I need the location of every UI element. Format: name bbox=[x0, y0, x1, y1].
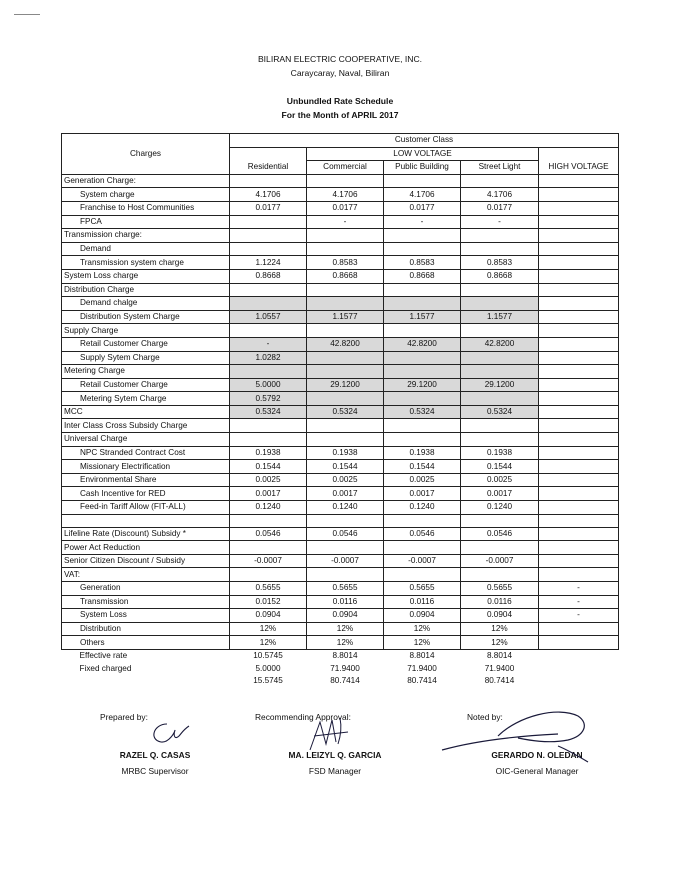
row-label: Transmission system charge bbox=[62, 256, 230, 270]
row-label: Metering Sytem Charge bbox=[62, 392, 230, 406]
row-value bbox=[230, 541, 307, 555]
row-value bbox=[230, 568, 307, 582]
table-row bbox=[62, 351, 619, 365]
table-row bbox=[62, 446, 619, 460]
row-value: - bbox=[384, 215, 461, 229]
row-label: NPC Stranded Contract Cost bbox=[62, 446, 230, 460]
row-value bbox=[307, 433, 384, 447]
row-value bbox=[539, 256, 619, 270]
row-value bbox=[539, 446, 619, 460]
recommending-approval-label: Recommending Approval: bbox=[255, 712, 351, 722]
table-row bbox=[62, 609, 619, 623]
row-label: Demand chalge bbox=[62, 297, 230, 311]
row-label: MCC bbox=[62, 405, 230, 419]
row-value: 1.1224 bbox=[230, 256, 307, 270]
row-value: 0.0177 bbox=[230, 201, 307, 215]
column-header-residential: Residential bbox=[230, 161, 307, 175]
row-value: 0.1544 bbox=[230, 460, 307, 474]
row-value: 0.5324 bbox=[384, 405, 461, 419]
table-row bbox=[62, 337, 619, 351]
totals-row bbox=[62, 663, 619, 676]
table-row bbox=[62, 554, 619, 568]
row-value bbox=[539, 554, 619, 568]
row-value bbox=[307, 229, 384, 243]
table-row bbox=[62, 501, 619, 515]
row-value bbox=[384, 433, 461, 447]
row-value: 0.0904 bbox=[384, 609, 461, 623]
row-value bbox=[539, 419, 619, 433]
noted-by-label: Noted by: bbox=[467, 712, 503, 722]
row-value bbox=[230, 419, 307, 433]
row-value bbox=[461, 351, 539, 365]
document-period: For the Month of APRIL 2017 bbox=[281, 110, 399, 120]
table-row bbox=[62, 269, 619, 283]
row-value: - bbox=[539, 595, 619, 609]
row-value: 0.5792 bbox=[230, 392, 307, 406]
row-value: 0.0904 bbox=[461, 609, 539, 623]
row-label: Distribution bbox=[62, 622, 230, 636]
row-value: -0.0007 bbox=[230, 554, 307, 568]
row-value: -0.0007 bbox=[307, 554, 384, 568]
row-label: Universal Charge bbox=[62, 433, 230, 447]
row-value bbox=[230, 242, 307, 256]
row-value: - bbox=[307, 215, 384, 229]
row-value bbox=[461, 433, 539, 447]
row-value bbox=[539, 405, 619, 419]
row-label: System Loss charge bbox=[62, 269, 230, 283]
table-row bbox=[62, 568, 619, 582]
row-value: 0.0177 bbox=[307, 201, 384, 215]
totals-value: 8.8014 bbox=[486, 651, 513, 661]
row-value: 0.1938 bbox=[461, 446, 539, 460]
row-value: 0.8668 bbox=[461, 269, 539, 283]
row-value: 0.5655 bbox=[384, 582, 461, 596]
row-value bbox=[307, 568, 384, 582]
row-value bbox=[384, 174, 461, 188]
row-value bbox=[384, 283, 461, 297]
row-value: 12% bbox=[307, 636, 384, 650]
row-value bbox=[307, 297, 384, 311]
row-value bbox=[230, 433, 307, 447]
table-row bbox=[62, 527, 619, 541]
row-value bbox=[539, 433, 619, 447]
prepared-by-name: RAZEL Q. CASAS bbox=[119, 750, 191, 760]
row-value: 0.1240 bbox=[230, 501, 307, 515]
totals-value: 80.7414 bbox=[330, 676, 360, 686]
row-label: Cash Incentive for RED bbox=[62, 487, 230, 501]
row-value: 0.8668 bbox=[230, 269, 307, 283]
noted-by-title: OIC-General Manager bbox=[495, 766, 579, 776]
customer-class-header: Customer Class bbox=[230, 134, 619, 148]
row-value bbox=[461, 365, 539, 379]
row-value bbox=[539, 297, 619, 311]
row-value: 1.1577 bbox=[384, 310, 461, 324]
totals-value: 10.5745 bbox=[253, 651, 283, 661]
row-value bbox=[384, 351, 461, 365]
table-row bbox=[62, 242, 619, 256]
row-value bbox=[307, 541, 384, 555]
row-value: 0.1240 bbox=[461, 501, 539, 515]
row-value bbox=[539, 378, 619, 392]
row-label: Feed-in Tariff Allow (FIT-ALL) bbox=[62, 501, 230, 515]
row-value: 1.1577 bbox=[307, 310, 384, 324]
totals-row bbox=[62, 649, 619, 662]
row-value bbox=[307, 242, 384, 256]
row-value: 0.0904 bbox=[230, 609, 307, 623]
table-row bbox=[62, 487, 619, 501]
totals-value: 8.8014 bbox=[409, 651, 435, 661]
row-value: 0.1938 bbox=[307, 446, 384, 460]
row-label: System charge bbox=[62, 188, 230, 202]
totals-row bbox=[62, 675, 619, 688]
totals-value: 8.8014 bbox=[332, 651, 358, 661]
column-header-public-building: Public Building bbox=[384, 161, 461, 175]
row-value bbox=[384, 568, 461, 582]
row-value bbox=[539, 568, 619, 582]
document-title: Unbundled Rate Schedule bbox=[286, 96, 394, 106]
row-value: 5.0000 bbox=[230, 378, 307, 392]
row-label: Missionary Electrification bbox=[62, 460, 230, 474]
row-value bbox=[461, 229, 539, 243]
row-value: 0.0025 bbox=[307, 473, 384, 487]
recommending-approval-name: MA. LEIZYL Q. GARCIA bbox=[288, 750, 382, 760]
row-label: Transmission bbox=[62, 595, 230, 609]
prepared-by-block bbox=[100, 712, 210, 776]
row-value: 0.5655 bbox=[307, 582, 384, 596]
row-value: 29.1200 bbox=[384, 378, 461, 392]
row-value bbox=[230, 174, 307, 188]
row-label: Supply Sytem Charge bbox=[62, 351, 230, 365]
row-value: 0.0152 bbox=[230, 595, 307, 609]
row-value: -0.0007 bbox=[461, 554, 539, 568]
row-value: 0.1544 bbox=[384, 460, 461, 474]
row-value: 0.0116 bbox=[307, 595, 384, 609]
table-row bbox=[62, 256, 619, 270]
row-value: 0.8668 bbox=[384, 269, 461, 283]
row-value: 42.8200 bbox=[307, 337, 384, 351]
row-value: 0.5324 bbox=[461, 405, 539, 419]
row-value bbox=[461, 541, 539, 555]
row-value: - bbox=[539, 582, 619, 596]
row-value: 0.0116 bbox=[384, 595, 461, 609]
row-value: 42.8200 bbox=[384, 337, 461, 351]
row-label: Supply Charge bbox=[62, 324, 230, 338]
row-value bbox=[461, 419, 539, 433]
table-row bbox=[62, 433, 619, 447]
row-value bbox=[230, 297, 307, 311]
row-value bbox=[539, 283, 619, 297]
row-value bbox=[539, 324, 619, 338]
row-value: 0.1938 bbox=[230, 446, 307, 460]
rate-table-totals bbox=[62, 649, 619, 687]
row-value bbox=[539, 229, 619, 243]
row-value bbox=[461, 242, 539, 256]
row-value: 0.0904 bbox=[307, 609, 384, 623]
charges-header: Charges bbox=[62, 134, 230, 175]
row-value bbox=[539, 365, 619, 379]
row-value: 4.1706 bbox=[307, 188, 384, 202]
row-value bbox=[539, 501, 619, 515]
row-value: 12% bbox=[461, 622, 539, 636]
row-value: 0.0546 bbox=[230, 527, 307, 541]
row-value: 0.5324 bbox=[307, 405, 384, 419]
row-value bbox=[307, 174, 384, 188]
row-value bbox=[307, 365, 384, 379]
row-value bbox=[384, 229, 461, 243]
table-row bbox=[62, 297, 619, 311]
row-value bbox=[307, 351, 384, 365]
row-value: 12% bbox=[230, 622, 307, 636]
table-row bbox=[62, 229, 619, 243]
column-header-commercial: Commercial bbox=[307, 161, 384, 175]
totals-empty-cell bbox=[539, 675, 619, 688]
table-row bbox=[62, 310, 619, 324]
row-value: 0.8668 bbox=[307, 269, 384, 283]
totals-value: 71.9400 bbox=[330, 663, 360, 673]
row-value: 0.8583 bbox=[307, 256, 384, 270]
row-value: 29.1200 bbox=[307, 378, 384, 392]
row-value: 4.1706 bbox=[461, 188, 539, 202]
row-value: 0.0546 bbox=[307, 527, 384, 541]
row-value: 0.0116 bbox=[461, 595, 539, 609]
row-value: 1.0282 bbox=[230, 351, 307, 365]
row-label: Power Act Reduction bbox=[62, 541, 230, 555]
residential-header-spacer bbox=[230, 147, 307, 161]
row-value bbox=[384, 365, 461, 379]
table-row bbox=[62, 514, 619, 527]
row-label: Inter Class Cross Subsidy Charge bbox=[62, 419, 230, 433]
row-label: FPCA bbox=[62, 215, 230, 229]
table-row bbox=[62, 582, 619, 596]
row-label: Demand bbox=[62, 242, 230, 256]
row-value bbox=[307, 419, 384, 433]
recommending-approval-block bbox=[255, 712, 415, 776]
row-value: 0.0025 bbox=[461, 473, 539, 487]
row-value: 0.0025 bbox=[230, 473, 307, 487]
row-value: 12% bbox=[384, 636, 461, 650]
organization-address: Caraycaray, Naval, Biliran bbox=[290, 68, 390, 78]
row-label: Generation bbox=[62, 582, 230, 596]
row-value bbox=[384, 392, 461, 406]
noted-by-name: GERARDO N. OLEDAN bbox=[491, 750, 583, 760]
table-row bbox=[62, 283, 619, 297]
row-value: 0.5324 bbox=[230, 405, 307, 419]
row-value bbox=[230, 215, 307, 229]
table-row bbox=[62, 595, 619, 609]
table-row bbox=[62, 405, 619, 419]
row-value: 4.1706 bbox=[230, 188, 307, 202]
row-value bbox=[539, 460, 619, 474]
row-value bbox=[539, 392, 619, 406]
row-value bbox=[307, 324, 384, 338]
row-value bbox=[461, 174, 539, 188]
row-value bbox=[307, 514, 384, 527]
row-label: Retail Customer Charge bbox=[62, 378, 230, 392]
row-value bbox=[384, 324, 461, 338]
row-value bbox=[461, 568, 539, 582]
totals-value: 80.7414 bbox=[484, 676, 515, 686]
row-label bbox=[62, 514, 230, 527]
high-voltage-header-spacer bbox=[539, 147, 619, 161]
row-value bbox=[384, 541, 461, 555]
row-label: Senior Citizen Discount / Subsidy bbox=[62, 554, 230, 568]
row-label: Transmission charge: bbox=[62, 229, 230, 243]
row-value bbox=[384, 514, 461, 527]
scan-mark bbox=[14, 14, 40, 15]
row-value: 0.8583 bbox=[461, 256, 539, 270]
row-value bbox=[539, 487, 619, 501]
row-value: 12% bbox=[230, 636, 307, 650]
table-row bbox=[62, 392, 619, 406]
row-value: 0.0546 bbox=[384, 527, 461, 541]
column-header-street-light: Street Light bbox=[461, 161, 539, 175]
row-value: 0.0177 bbox=[384, 201, 461, 215]
table-row bbox=[62, 215, 619, 229]
row-value: 12% bbox=[461, 636, 539, 650]
totals-value: 15.5745 bbox=[253, 676, 283, 686]
row-value: 0.0025 bbox=[384, 473, 461, 487]
table-row bbox=[62, 473, 619, 487]
row-value: 1.0557 bbox=[230, 310, 307, 324]
row-value bbox=[539, 188, 619, 202]
row-value bbox=[539, 622, 619, 636]
totals-label: Fixed charged bbox=[79, 663, 132, 673]
row-value: - bbox=[539, 609, 619, 623]
row-value bbox=[384, 297, 461, 311]
row-label: Environmental Share bbox=[62, 473, 230, 487]
row-value bbox=[461, 514, 539, 527]
row-value bbox=[230, 514, 307, 527]
row-value bbox=[539, 337, 619, 351]
row-value bbox=[539, 473, 619, 487]
row-value bbox=[230, 365, 307, 379]
row-value bbox=[539, 541, 619, 555]
row-value bbox=[539, 636, 619, 650]
table-row bbox=[62, 419, 619, 433]
row-value: 0.0546 bbox=[461, 527, 539, 541]
totals-value: 71.9400 bbox=[407, 663, 437, 673]
row-value: 29.1200 bbox=[461, 378, 539, 392]
prepared-by-title: MRBC Supervisor bbox=[121, 766, 189, 776]
row-value: - bbox=[461, 215, 539, 229]
column-header-high-voltage: HIGH VOLTAGE bbox=[539, 161, 619, 175]
row-value bbox=[230, 283, 307, 297]
totals-value: 71.9400 bbox=[484, 663, 515, 673]
totals-value: 5.0000 bbox=[255, 663, 281, 673]
organization-name: BILIRAN ELECTRIC COOPERATIVE, INC. bbox=[257, 54, 423, 64]
row-value: 4.1706 bbox=[384, 188, 461, 202]
table-row bbox=[62, 174, 619, 188]
row-value bbox=[230, 229, 307, 243]
row-value: 12% bbox=[384, 622, 461, 636]
row-label: Metering Charge bbox=[62, 365, 230, 379]
row-value: 0.1240 bbox=[307, 501, 384, 515]
row-label: Lifeline Rate (Discount) Subsidy * bbox=[62, 527, 230, 541]
row-value: 0.0017 bbox=[461, 487, 539, 501]
row-value bbox=[307, 283, 384, 297]
table-row bbox=[62, 188, 619, 202]
row-value bbox=[539, 514, 619, 527]
row-value bbox=[539, 269, 619, 283]
row-label: Generation Charge: bbox=[62, 174, 230, 188]
table-row bbox=[62, 636, 619, 650]
row-value bbox=[230, 324, 307, 338]
noted-by-block bbox=[467, 712, 607, 776]
row-value bbox=[539, 527, 619, 541]
row-value bbox=[461, 324, 539, 338]
row-value bbox=[307, 392, 384, 406]
rate-schedule-table bbox=[61, 133, 619, 688]
totals-empty-cell bbox=[539, 649, 619, 662]
row-value: 0.1240 bbox=[384, 501, 461, 515]
rate-table-body bbox=[62, 174, 619, 649]
row-value: 0.1544 bbox=[461, 460, 539, 474]
row-value: 0.5655 bbox=[461, 582, 539, 596]
totals-value: 80.7414 bbox=[407, 676, 437, 686]
row-value: 0.1938 bbox=[384, 446, 461, 460]
row-value bbox=[539, 242, 619, 256]
table-row bbox=[62, 460, 619, 474]
row-value: 0.0017 bbox=[230, 487, 307, 501]
recommending-approval-title: FSD Manager bbox=[308, 766, 362, 776]
row-value: 0.1544 bbox=[307, 460, 384, 474]
row-value bbox=[461, 392, 539, 406]
row-value: 42.8200 bbox=[461, 337, 539, 351]
row-value bbox=[461, 283, 539, 297]
totals-empty-cell bbox=[539, 663, 619, 676]
low-voltage-header: LOW VOLTAGE bbox=[307, 147, 539, 161]
prepared-by-label: Prepared by: bbox=[100, 712, 148, 722]
row-value: 0.0017 bbox=[307, 487, 384, 501]
table-row bbox=[62, 378, 619, 392]
row-value bbox=[539, 215, 619, 229]
row-label: VAT: bbox=[62, 568, 230, 582]
row-label: Others bbox=[62, 636, 230, 650]
table-row bbox=[62, 201, 619, 215]
row-label: Retail Customer Charge bbox=[62, 337, 230, 351]
row-value: 0.0017 bbox=[384, 487, 461, 501]
row-label: Distribution Charge bbox=[62, 283, 230, 297]
row-value: 0.5655 bbox=[230, 582, 307, 596]
table-row bbox=[62, 622, 619, 636]
row-label: System Loss bbox=[62, 609, 230, 623]
row-value: - bbox=[230, 337, 307, 351]
row-value: 0.0177 bbox=[461, 201, 539, 215]
row-label: Distribution System Charge bbox=[62, 310, 230, 324]
totals-label: Effective rate bbox=[79, 651, 128, 661]
row-value bbox=[384, 242, 461, 256]
table-row bbox=[62, 365, 619, 379]
table-row bbox=[62, 324, 619, 338]
row-value bbox=[539, 174, 619, 188]
row-value: 12% bbox=[307, 622, 384, 636]
row-value bbox=[384, 419, 461, 433]
row-value bbox=[461, 297, 539, 311]
table-row bbox=[62, 541, 619, 555]
row-value bbox=[539, 351, 619, 365]
row-value: -0.0007 bbox=[384, 554, 461, 568]
row-value: 1.1577 bbox=[461, 310, 539, 324]
row-value: 0.8583 bbox=[384, 256, 461, 270]
row-label: Franchise to Host Communities bbox=[62, 201, 230, 215]
row-value bbox=[539, 201, 619, 215]
totals-label bbox=[62, 675, 230, 688]
row-value bbox=[539, 310, 619, 324]
